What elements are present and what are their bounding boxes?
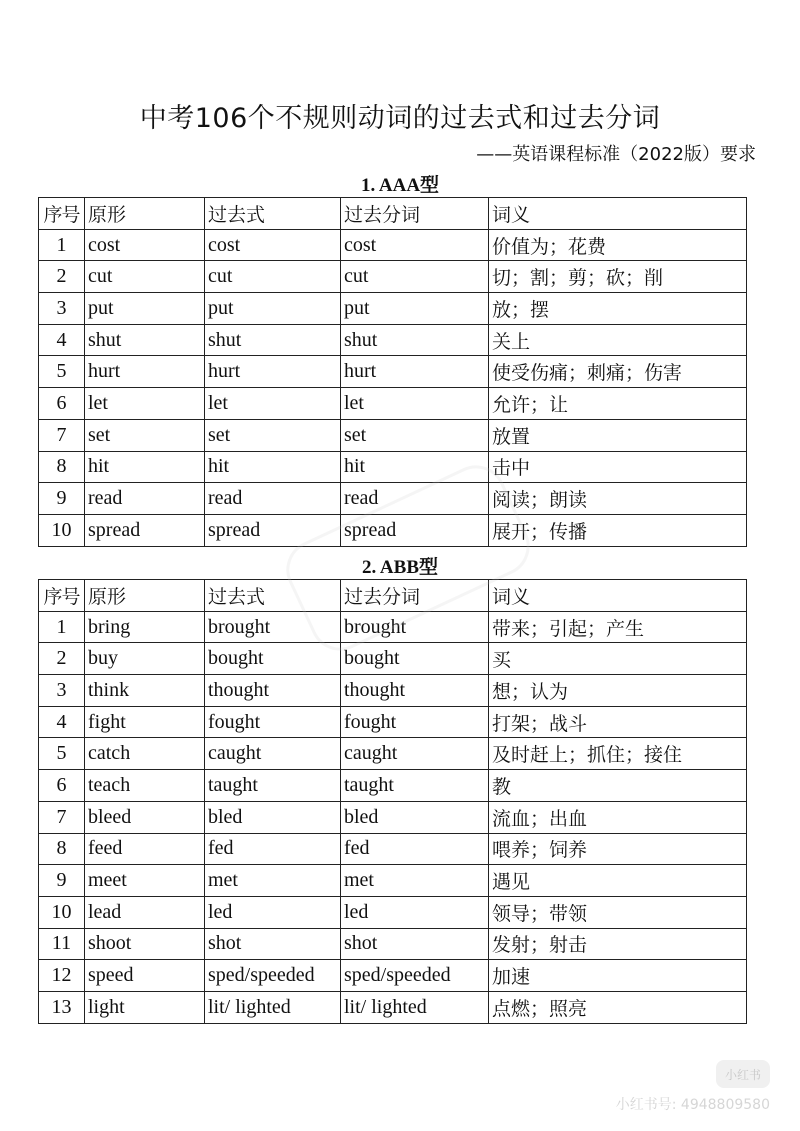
header-participle: 过去分词 bbox=[341, 198, 489, 230]
cell-base: set bbox=[85, 419, 205, 451]
table-row bbox=[39, 643, 747, 675]
cell-base: bleed bbox=[85, 801, 205, 833]
cell-meaning: 教 bbox=[489, 770, 747, 802]
cell-meaning: 流血；出血 bbox=[489, 801, 747, 833]
verb-table-abb bbox=[38, 579, 747, 1024]
cell-participle: set bbox=[341, 419, 489, 451]
cell-meaning: 喂养；饲养 bbox=[489, 833, 747, 865]
cell-meaning: 使受伤痛；刺痛；伤害 bbox=[489, 356, 747, 388]
cell-past: shot bbox=[205, 928, 341, 960]
cell-no: 1 bbox=[39, 229, 85, 261]
table-row bbox=[39, 451, 747, 483]
cell-participle: sped/speeded bbox=[341, 960, 489, 992]
cell-meaning: 及时赶上；抓住；接住 bbox=[489, 738, 747, 770]
table-row bbox=[39, 356, 747, 388]
cell-base: cut bbox=[85, 261, 205, 293]
cell-base: hit bbox=[85, 451, 205, 483]
cell-base: teach bbox=[85, 770, 205, 802]
cell-base: bring bbox=[85, 611, 205, 643]
table-row bbox=[39, 388, 747, 420]
cell-participle: cut bbox=[341, 261, 489, 293]
cell-past: thought bbox=[205, 675, 341, 707]
cell-meaning: 击中 bbox=[489, 451, 747, 483]
table-row bbox=[39, 229, 747, 261]
cell-no: 5 bbox=[39, 356, 85, 388]
cell-participle: lit/ lighted bbox=[341, 991, 489, 1023]
section-title-aaa: 1. AAA型 bbox=[360, 175, 440, 196]
header-meaning: 词义 bbox=[489, 580, 747, 612]
cell-no: 3 bbox=[39, 293, 85, 325]
table-row bbox=[39, 770, 747, 802]
cell-base: shoot bbox=[85, 928, 205, 960]
cell-base: think bbox=[85, 675, 205, 707]
cell-past: cut bbox=[205, 261, 341, 293]
cell-base: put bbox=[85, 293, 205, 325]
cell-base: spread bbox=[85, 514, 205, 546]
table-header bbox=[39, 198, 747, 230]
cell-no: 11 bbox=[39, 928, 85, 960]
cell-meaning: 阅读；朗读 bbox=[489, 483, 747, 515]
table-row bbox=[39, 865, 747, 897]
cell-participle: led bbox=[341, 896, 489, 928]
brand-id: 小红书号: 4948809580 bbox=[615, 1097, 770, 1113]
cell-base: cost bbox=[85, 229, 205, 261]
verb-table-aaa bbox=[38, 197, 747, 547]
cell-participle: read bbox=[341, 483, 489, 515]
cell-participle: let bbox=[341, 388, 489, 420]
cell-no: 9 bbox=[39, 865, 85, 897]
header-meaning: 词义 bbox=[489, 198, 747, 230]
cell-base: let bbox=[85, 388, 205, 420]
cell-no: 1 bbox=[39, 611, 85, 643]
cell-participle: brought bbox=[341, 611, 489, 643]
cell-base: light bbox=[85, 991, 205, 1023]
cell-past: spread bbox=[205, 514, 341, 546]
cell-past: sped/speeded bbox=[205, 960, 341, 992]
cell-past: put bbox=[205, 293, 341, 325]
cell-meaning: 价值为；花费 bbox=[489, 229, 747, 261]
cell-meaning: 带来；引起；产生 bbox=[489, 611, 747, 643]
header-no: 序号 bbox=[39, 198, 85, 230]
cell-no: 6 bbox=[39, 388, 85, 420]
cell-past: met bbox=[205, 865, 341, 897]
cell-participle: caught bbox=[341, 738, 489, 770]
cell-no: 7 bbox=[39, 419, 85, 451]
cell-no: 8 bbox=[39, 833, 85, 865]
cell-past: fought bbox=[205, 706, 341, 738]
cell-no: 13 bbox=[39, 991, 85, 1023]
cell-base: speed bbox=[85, 960, 205, 992]
cell-past: caught bbox=[205, 738, 341, 770]
cell-participle: bought bbox=[341, 643, 489, 675]
cell-participle: shot bbox=[341, 928, 489, 960]
table-row bbox=[39, 991, 747, 1023]
cell-participle: shut bbox=[341, 324, 489, 356]
table-row bbox=[39, 833, 747, 865]
cell-base: read bbox=[85, 483, 205, 515]
cell-past: taught bbox=[205, 770, 341, 802]
cell-meaning: 切；割；剪；砍；削 bbox=[489, 261, 747, 293]
page-subtitle: ——英语课程标准（2022版）要求 bbox=[476, 144, 756, 165]
table-row bbox=[39, 896, 747, 928]
table-row bbox=[39, 293, 747, 325]
cell-participle: taught bbox=[341, 770, 489, 802]
cell-participle: met bbox=[341, 865, 489, 897]
cell-participle: hit bbox=[341, 451, 489, 483]
cell-meaning: 遇见 bbox=[489, 865, 747, 897]
cell-past: hurt bbox=[205, 356, 341, 388]
cell-past: lit/ lighted bbox=[205, 991, 341, 1023]
cell-past: shut bbox=[205, 324, 341, 356]
header-past: 过去式 bbox=[205, 198, 341, 230]
table-row bbox=[39, 706, 747, 738]
table-row bbox=[39, 928, 747, 960]
cell-past: led bbox=[205, 896, 341, 928]
cell-base: lead bbox=[85, 896, 205, 928]
cell-base: hurt bbox=[85, 356, 205, 388]
cell-participle: thought bbox=[341, 675, 489, 707]
page-title: 中考106个不规则动词的过去式和过去分词 bbox=[139, 103, 661, 134]
cell-meaning: 加速 bbox=[489, 960, 747, 992]
cell-no: 4 bbox=[39, 324, 85, 356]
cell-past: hit bbox=[205, 451, 341, 483]
cell-meaning: 打架；战斗 bbox=[489, 706, 747, 738]
table-row bbox=[39, 261, 747, 293]
cell-participle: put bbox=[341, 293, 489, 325]
cell-no: 6 bbox=[39, 770, 85, 802]
cell-meaning: 允许；让 bbox=[489, 388, 747, 420]
cell-base: fight bbox=[85, 706, 205, 738]
cell-no: 10 bbox=[39, 514, 85, 546]
cell-past: brought bbox=[205, 611, 341, 643]
cell-no: 3 bbox=[39, 675, 85, 707]
cell-no: 8 bbox=[39, 451, 85, 483]
cell-no: 5 bbox=[39, 738, 85, 770]
cell-base: catch bbox=[85, 738, 205, 770]
cell-past: bled bbox=[205, 801, 341, 833]
cell-past: cost bbox=[205, 229, 341, 261]
header-past: 过去式 bbox=[205, 580, 341, 612]
cell-meaning: 买 bbox=[489, 643, 747, 675]
cell-participle: bled bbox=[341, 801, 489, 833]
table-row bbox=[39, 419, 747, 451]
cell-no: 2 bbox=[39, 261, 85, 293]
cell-meaning: 点燃；照亮 bbox=[489, 991, 747, 1023]
table-row bbox=[39, 738, 747, 770]
cell-past: read bbox=[205, 483, 341, 515]
table-row bbox=[39, 801, 747, 833]
cell-meaning: 放置 bbox=[489, 419, 747, 451]
cell-participle: fought bbox=[341, 706, 489, 738]
cell-participle: fed bbox=[341, 833, 489, 865]
cell-base: shut bbox=[85, 324, 205, 356]
cell-no: 7 bbox=[39, 801, 85, 833]
cell-past: bought bbox=[205, 643, 341, 675]
cell-meaning: 想；认为 bbox=[489, 675, 747, 707]
cell-no: 2 bbox=[39, 643, 85, 675]
cell-meaning: 发射；射击 bbox=[489, 928, 747, 960]
header-no: 序号 bbox=[39, 580, 85, 612]
cell-no: 12 bbox=[39, 960, 85, 992]
cell-past: let bbox=[205, 388, 341, 420]
cell-meaning: 展开；传播 bbox=[489, 514, 747, 546]
table-row bbox=[39, 324, 747, 356]
section-title-abb: 2. ABB型 bbox=[361, 557, 439, 578]
brand-badge: 小红书 bbox=[716, 1060, 770, 1088]
cell-participle: hurt bbox=[341, 356, 489, 388]
cell-no: 4 bbox=[39, 706, 85, 738]
cell-past: set bbox=[205, 419, 341, 451]
table-row bbox=[39, 675, 747, 707]
header-participle: 过去分词 bbox=[341, 580, 489, 612]
header-base: 原形 bbox=[85, 580, 205, 612]
table-row bbox=[39, 960, 747, 992]
cell-base: meet bbox=[85, 865, 205, 897]
cell-meaning: 关上 bbox=[489, 324, 747, 356]
cell-no: 10 bbox=[39, 896, 85, 928]
cell-participle: spread bbox=[341, 514, 489, 546]
cell-meaning: 放；摆 bbox=[489, 293, 747, 325]
cell-past: fed bbox=[205, 833, 341, 865]
cell-participle: cost bbox=[341, 229, 489, 261]
cell-base: feed bbox=[85, 833, 205, 865]
cell-meaning: 领导；带领 bbox=[489, 896, 747, 928]
header-base: 原形 bbox=[85, 198, 205, 230]
cell-no: 9 bbox=[39, 483, 85, 515]
cell-base: buy bbox=[85, 643, 205, 675]
